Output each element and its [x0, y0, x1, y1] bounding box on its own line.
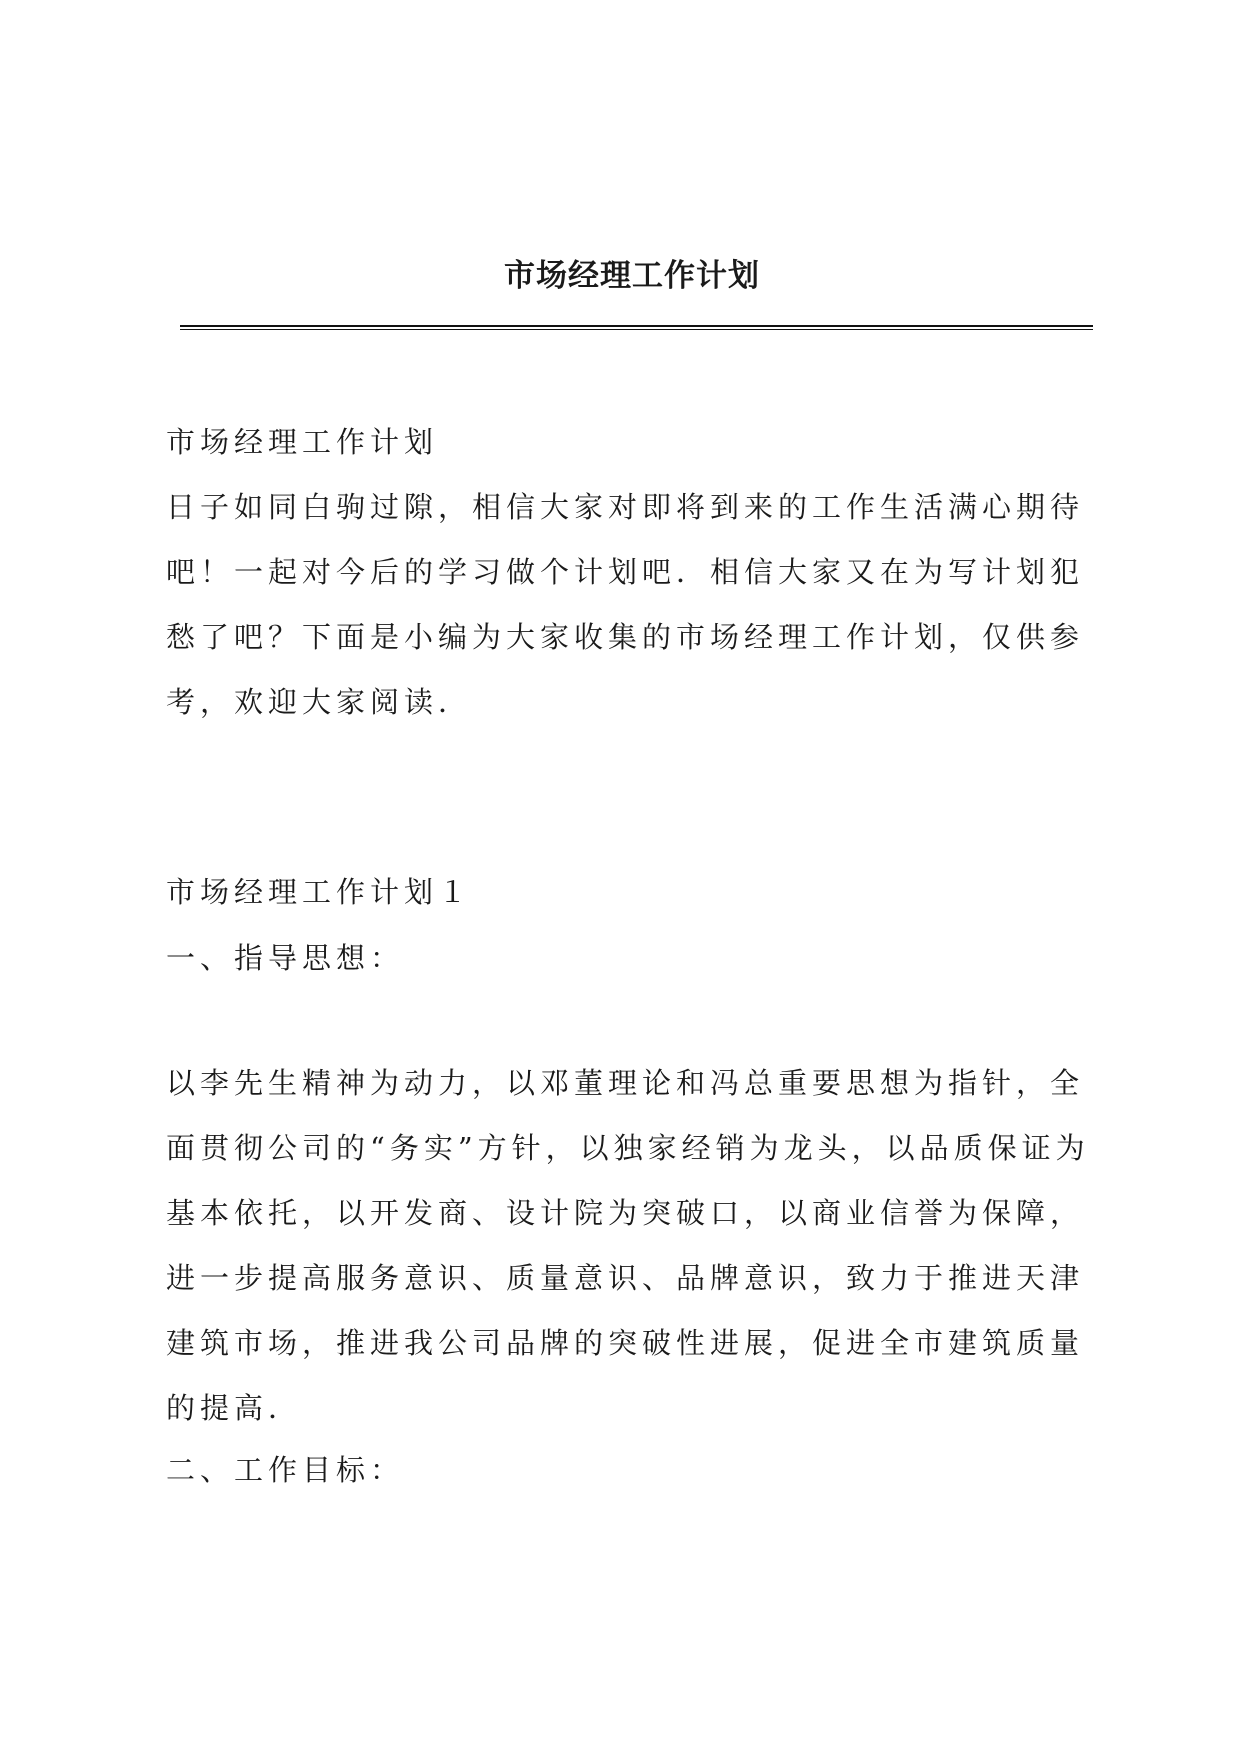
document-title: 市场经理工作计划	[504, 258, 760, 294]
section-title-work-goals: 二、工作目标：	[166, 1453, 405, 1487]
plan-heading: 市场经理工作计划１	[166, 875, 473, 909]
title-divider	[180, 325, 1093, 330]
guiding-ideology-paragraph: 以李先生精神为动力，以邓董理论和冯总重要思想为指针，全面贯彻公司的“务实”方针，以独家经销为龙头，以品质保证为基本依托，以开发商、设计院为突破口，以商业信誉为保障，进一步提高服务意识、质量意识、品牌意识，致力于推进天津建筑市场，推进我公司品牌的突破性进展，促进全市建筑质量的提高．	[166, 1066, 1090, 1425]
section-title-guiding-ideology: 一、指导思想：	[166, 941, 405, 975]
section-heading: 市场经理工作计划	[166, 425, 439, 459]
intro-paragraph: 日子如同白驹过隙，相信大家对即将到来的工作生活满心期待吧！一起对今后的学习做个计划吧．相信大家又在为写计划犯愁了吧？下面是小编为大家收集的市场经理工作计划，仅供参考，欢迎大家阅读．	[166, 490, 1085, 719]
